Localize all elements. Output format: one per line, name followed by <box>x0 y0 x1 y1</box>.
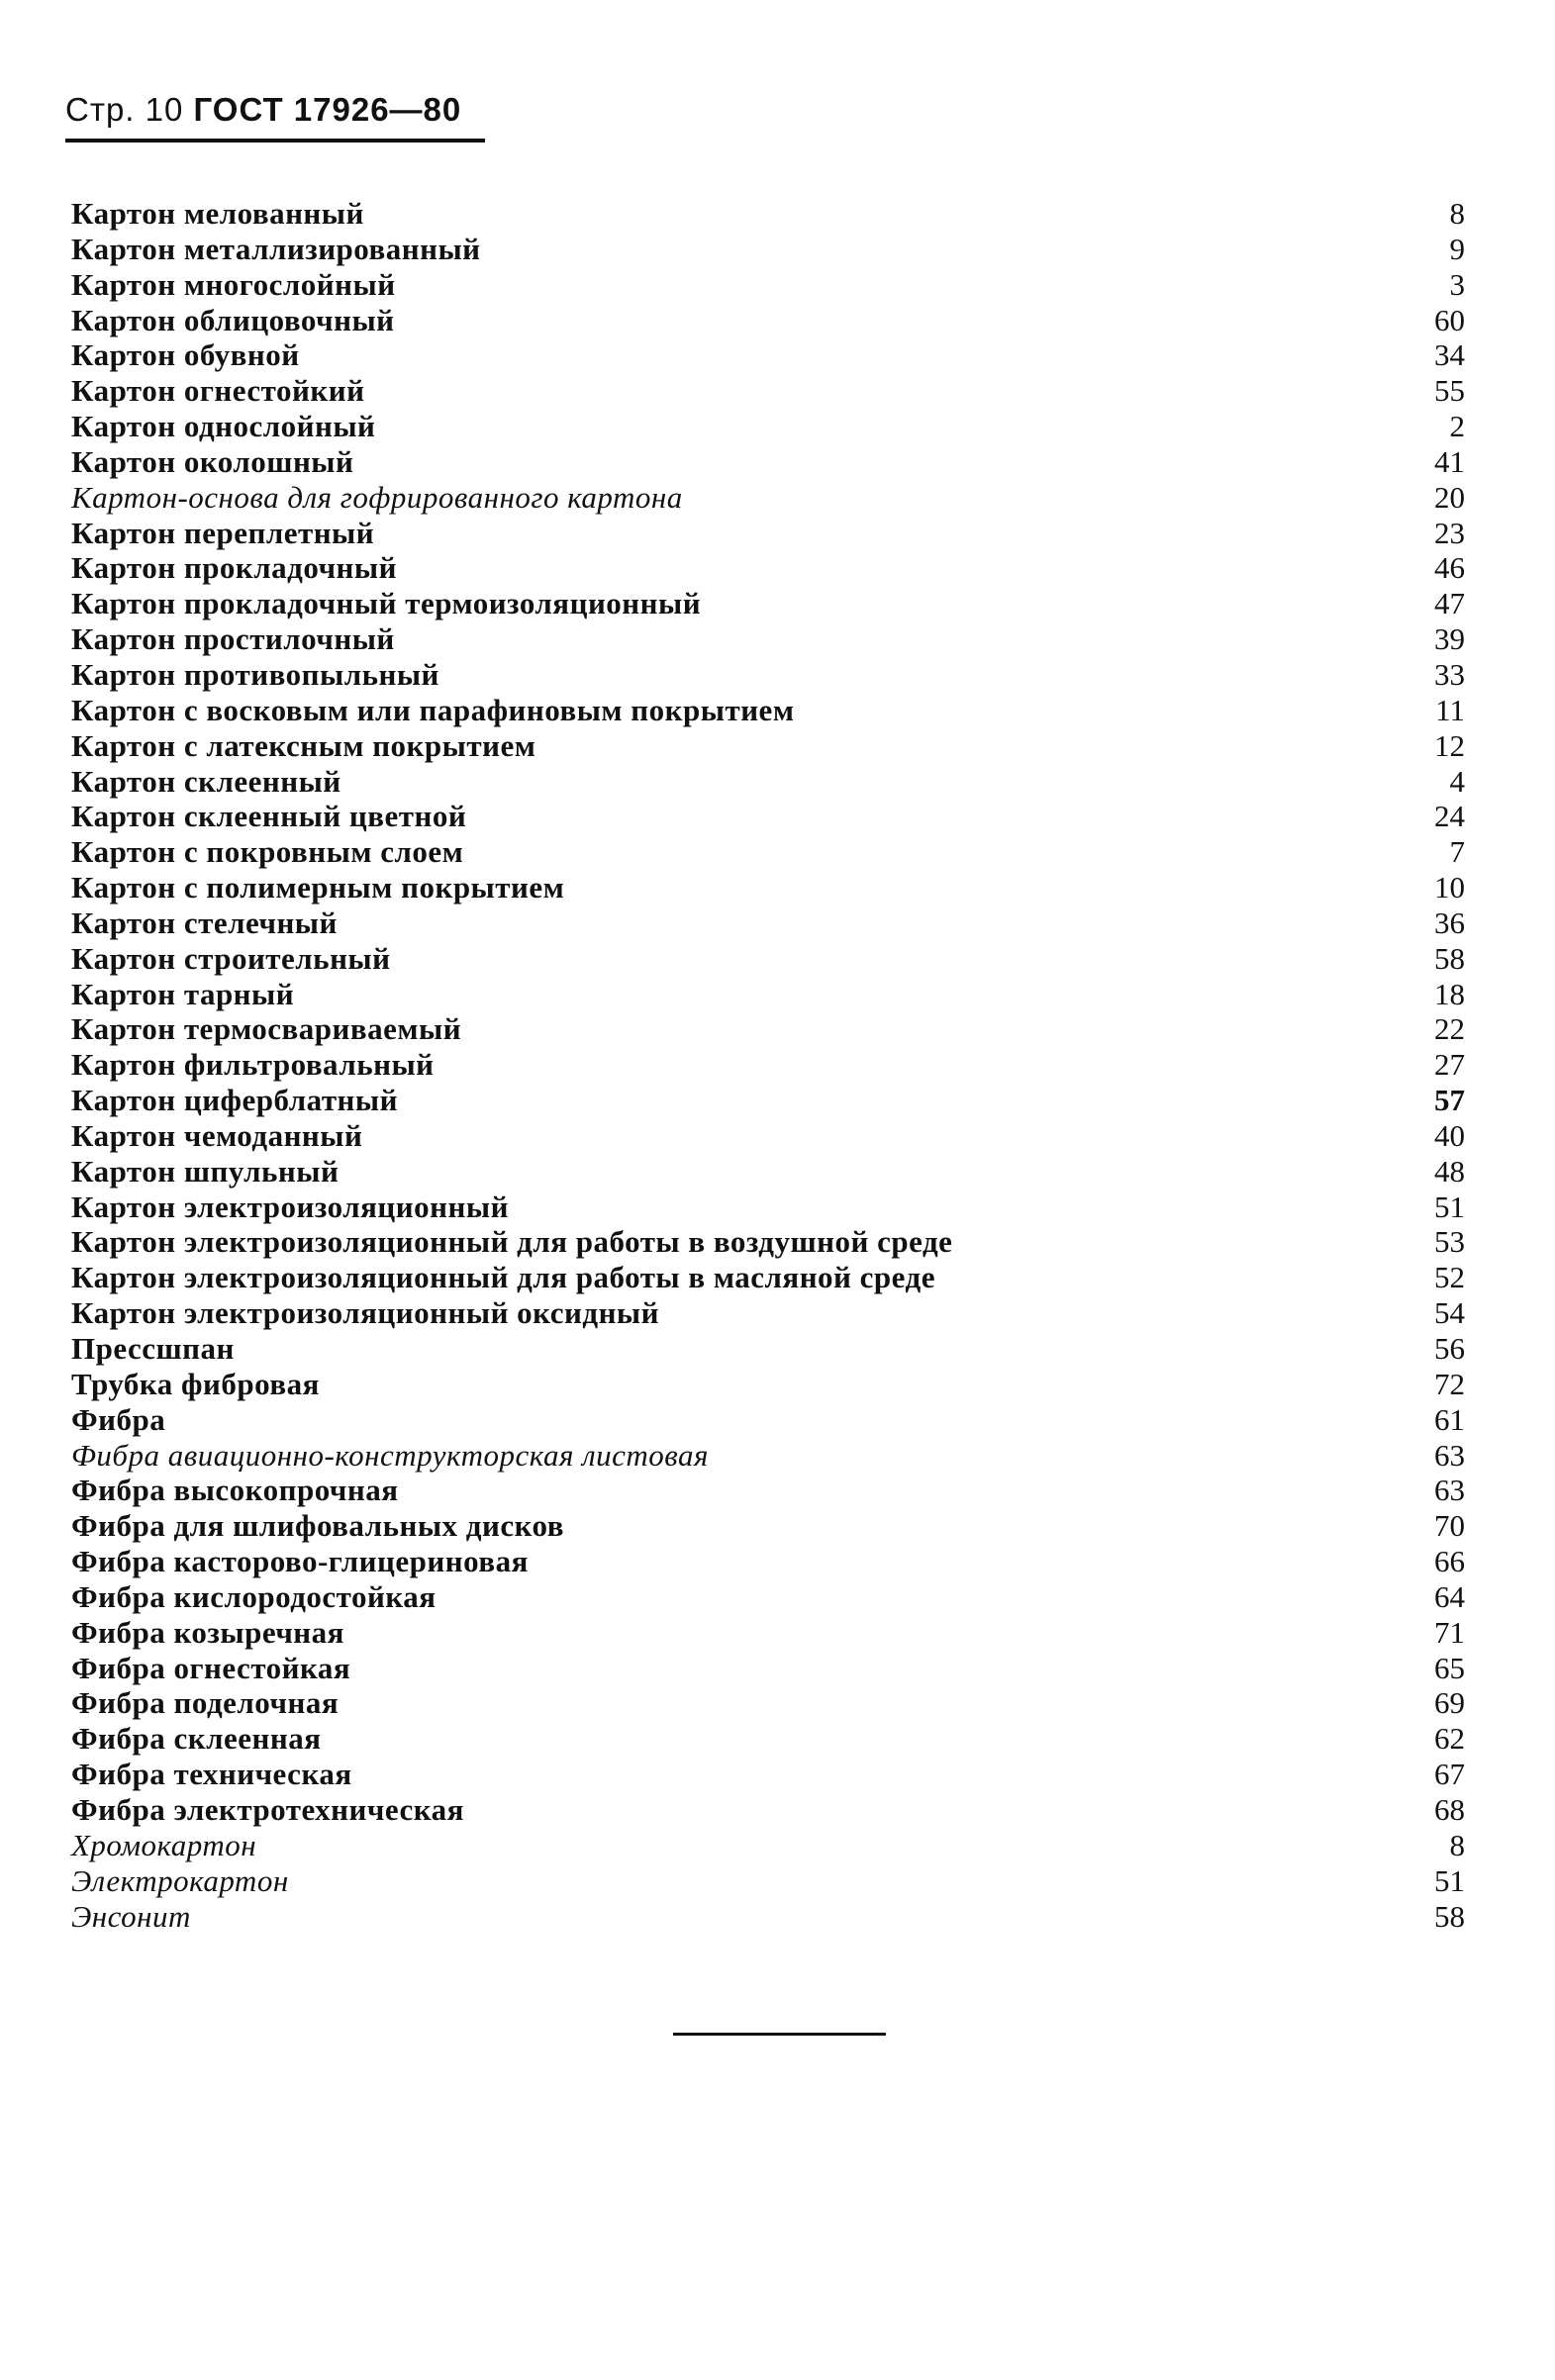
index-entry <box>71 1190 1465 1225</box>
index-entry <box>71 764 1465 800</box>
index-page-number: 11 <box>1435 692 1465 727</box>
index-page-number: 9 <box>1449 231 1465 266</box>
index-term: Картон-основа для гофрированного картона <box>71 479 683 515</box>
index-entry <box>71 870 1465 905</box>
index-term: Фибра <box>71 1401 166 1437</box>
index-page-number: 39 <box>1434 621 1465 657</box>
index-term: Фибра огнестойкая <box>71 1650 351 1685</box>
index-term: Фибра касторово-глицериновая <box>71 1544 529 1579</box>
index-entry <box>71 1154 1465 1190</box>
index-entry <box>71 373 1465 409</box>
index-page-number: 71 <box>1434 1614 1465 1650</box>
index-page-number: 33 <box>1434 656 1465 692</box>
index-page-number: 2 <box>1449 409 1465 444</box>
index-term: Картон с полимерным покрытием <box>71 870 565 905</box>
index-term: Картон переплетный <box>71 515 375 550</box>
index-entry <box>71 586 1465 621</box>
index-entry <box>71 977 1465 1012</box>
index-entry <box>71 1118 1465 1154</box>
index-page-number: 20 <box>1434 479 1465 515</box>
index-term: Фибра высокопрочная <box>71 1473 399 1508</box>
index-term: Фибра кислородостойкая <box>71 1578 437 1614</box>
index-term: Трубка фибровая <box>71 1366 320 1401</box>
index-term: Картон околошный <box>71 443 354 479</box>
index-page-number: 8 <box>1449 196 1465 231</box>
index-page-number: 4 <box>1449 763 1465 799</box>
index-term: Картон с покровным слоем <box>71 834 464 870</box>
index-entry <box>71 657 1465 693</box>
header-rule <box>65 139 485 143</box>
index-entry <box>71 337 1465 373</box>
index-entry <box>71 1508 1465 1544</box>
index-entry <box>71 621 1465 657</box>
index-entry <box>71 1792 1465 1828</box>
index-page-number: 40 <box>1434 1117 1465 1153</box>
index-entry <box>71 1899 1465 1935</box>
index-entry <box>71 409 1465 444</box>
index-entry <box>71 1685 1465 1721</box>
index-page-number: 57 <box>1434 1083 1465 1118</box>
index-page-number: 66 <box>1434 1544 1465 1579</box>
index-term: Картон электроизоляционный <box>71 1189 509 1224</box>
index-entry <box>71 1331 1465 1367</box>
index-entry <box>71 232 1465 267</box>
index-page-number: 10 <box>1434 870 1465 905</box>
index-page-number: 46 <box>1434 550 1465 586</box>
index-page-number: 60 <box>1434 302 1465 337</box>
index-page-number: 63 <box>1434 1473 1465 1508</box>
index-page-number: 56 <box>1434 1331 1465 1366</box>
index-page-number: 63 <box>1434 1437 1465 1473</box>
index-term: Картон простилочный <box>71 621 395 657</box>
index-entry <box>71 480 1465 516</box>
index-page-number: 48 <box>1434 1153 1465 1189</box>
end-rule <box>673 2033 886 2036</box>
standard-title: ГОСТ 17926—80 <box>193 91 462 128</box>
index-entry <box>71 1473 1465 1508</box>
index-page-number: 55 <box>1434 373 1465 409</box>
index-term: Прессшпан <box>71 1331 235 1366</box>
index-page-number: 67 <box>1434 1757 1465 1792</box>
index-term: Фибра склеенная <box>71 1721 322 1757</box>
index-page-number: 65 <box>1434 1650 1465 1685</box>
index-page-number: 64 <box>1434 1578 1465 1614</box>
index-entry <box>71 1011 1465 1047</box>
index-term: Фибра авиационно-конструкторская листовая <box>71 1437 709 1473</box>
index-entry <box>71 444 1465 480</box>
index-page-number: 52 <box>1434 1260 1465 1295</box>
index-entry <box>71 1757 1465 1792</box>
index-page-number: 54 <box>1434 1295 1465 1331</box>
index-page-number: 7 <box>1449 834 1465 870</box>
index-term: Картон обувной <box>71 337 300 373</box>
index-term: Картон однослойный <box>71 409 376 444</box>
index-term: Фибра для шлифовальных дисков <box>71 1508 565 1544</box>
index-term: Картон стелечный <box>71 904 338 940</box>
page-number: Стр. 10 <box>65 91 184 128</box>
index-term: Картон электроизоляционный оксидный <box>71 1295 659 1331</box>
index-term: Энсонит <box>71 1898 191 1934</box>
index-entry <box>71 1224 1465 1260</box>
index-page-number: 34 <box>1434 337 1465 373</box>
index-entry <box>71 1438 1465 1474</box>
index-page-number: 8 <box>1449 1827 1465 1862</box>
page-header <box>65 91 461 129</box>
index-term: Картон облицовочный <box>71 302 395 337</box>
index-page-number: 18 <box>1434 976 1465 1011</box>
index-entry <box>71 941 1465 977</box>
index-page-number: 72 <box>1434 1366 1465 1401</box>
index-term: Хромокартон <box>71 1827 257 1862</box>
index-term: Картон электроизоляционный для работы в воздушной среде <box>71 1224 953 1260</box>
index-entry <box>71 303 1465 338</box>
index-entry <box>71 693 1465 728</box>
index-entry <box>71 1615 1465 1651</box>
index-entry <box>71 516 1465 551</box>
index-term: Картон огнестойкий <box>71 373 365 409</box>
index-page-number: 51 <box>1434 1189 1465 1224</box>
index-term: Картон тарный <box>71 976 295 1011</box>
index-term: Фибра поделочная <box>71 1685 340 1721</box>
index-page-number: 53 <box>1434 1224 1465 1260</box>
index-term: Электрокартон <box>71 1862 289 1898</box>
index-entry <box>71 834 1465 870</box>
index-entry <box>71 550 1465 586</box>
index-term: Картон многослойный <box>71 266 396 302</box>
index-term: Картон металлизированный <box>71 231 481 266</box>
index-page-number: 58 <box>1434 940 1465 976</box>
index-entry <box>71 1651 1465 1686</box>
index-term: Картон циферблатный <box>71 1083 398 1118</box>
index-page-number: 24 <box>1434 799 1465 834</box>
index-entry <box>71 1579 1465 1615</box>
index-entry <box>71 1402 1465 1438</box>
index-term: Картон прокладочный <box>71 550 397 586</box>
index-term: Фибра электротехническая <box>71 1791 464 1827</box>
index-term: Картон чемоданный <box>71 1117 363 1153</box>
index-page-number: 61 <box>1434 1401 1465 1437</box>
index-page-number: 3 <box>1449 266 1465 302</box>
index-term: Картон шпульный <box>71 1153 340 1189</box>
index-entry <box>71 1295 1465 1331</box>
index-entry <box>71 1083 1465 1118</box>
index-page-number: 69 <box>1434 1685 1465 1721</box>
index-term: Картон фильтровальный <box>71 1047 435 1083</box>
index-page-number: 41 <box>1434 443 1465 479</box>
index-term: Картон склеенный <box>71 763 341 799</box>
index-entry <box>71 1544 1465 1579</box>
index-term: Картон прокладочный термоизоляционный <box>71 586 702 621</box>
index-term: Картон склеенный цветной <box>71 799 467 834</box>
index-term: Картон с латексным покрытием <box>71 727 536 763</box>
index-page-number: 51 <box>1434 1862 1465 1898</box>
index-page-number: 58 <box>1434 1898 1465 1934</box>
index-page-number: 22 <box>1434 1011 1465 1047</box>
index-entry <box>71 799 1465 834</box>
index-entry <box>71 1260 1465 1295</box>
index-page-number: 62 <box>1434 1721 1465 1757</box>
index-term: Фибра техническая <box>71 1757 352 1792</box>
index-entry <box>71 1367 1465 1402</box>
index-entry <box>71 267 1465 303</box>
index-entry <box>71 728 1465 764</box>
alphabetical-index <box>71 196 1465 1934</box>
index-page-number: 27 <box>1434 1047 1465 1083</box>
index-entry <box>71 1863 1465 1899</box>
index-term: Картон мелованный <box>71 196 364 231</box>
index-term: Картон противопыльный <box>71 656 439 692</box>
index-entry <box>71 1721 1465 1757</box>
index-page-number: 70 <box>1434 1508 1465 1544</box>
index-page-number: 36 <box>1434 904 1465 940</box>
index-page-number: 68 <box>1434 1791 1465 1827</box>
index-term: Фибра козыречная <box>71 1614 344 1650</box>
index-entry <box>71 1047 1465 1083</box>
index-term: Картон строительный <box>71 940 391 976</box>
index-term: Картон с восковым или парафиновым покрытием <box>71 692 795 727</box>
index-page-number: 12 <box>1434 727 1465 763</box>
index-page-number: 47 <box>1434 586 1465 621</box>
index-page-number: 23 <box>1434 515 1465 550</box>
index-entry <box>71 1828 1465 1863</box>
index-entry <box>71 196 1465 232</box>
index-term: Картон термосвариваемый <box>71 1011 462 1047</box>
index-term: Картон электроизоляционный для работы в масляной среде <box>71 1260 935 1295</box>
index-entry <box>71 905 1465 941</box>
